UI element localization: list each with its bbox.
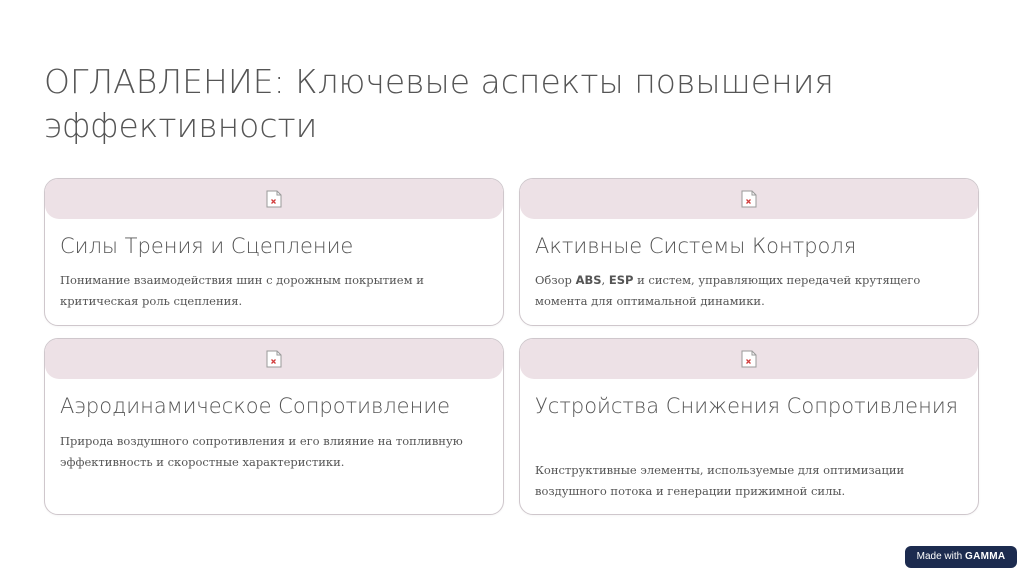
card-header [520,339,978,379]
page-title: ОГЛАВЛЕНИЕ: Ключевые аспекты повышения эффективности [44,62,834,145]
card-description: Природа воздушного сопротивления и его влияние на топливную эффективность и скоростные характеристики. [60,434,463,469]
card-description: Понимание взаимодействия шин с дорожным покрытием и критическая роль сцепления. [60,273,424,308]
card-aerodynamics[interactable] [44,338,504,515]
card-header [520,179,978,219]
card-header [45,179,503,219]
card-title: Устройства Снижения Сопротивления [535,394,959,418]
card-title: Силы Трения и Сцепление [60,234,354,258]
card-header [45,339,503,379]
broken-image-icon [266,190,282,208]
desc-separator: , [601,273,609,287]
desc-text: Обзор [535,273,576,287]
broken-image-icon [741,350,757,368]
desc-text: и систем, управляющих передачей крутящего момента для оптимальной динамики. [535,273,921,308]
card-description: Конструктивные элементы, используемые для оптимизации воздушного потока и генерации прижимной силы. [535,463,905,498]
card-active-control[interactable] [519,178,979,326]
gamma-logo: GAMMA [964,551,1006,562]
desc-esp: ESP [608,273,634,287]
badge-text: Made with [916,551,965,562]
card-description [535,270,967,312]
card-friction[interactable] [44,178,504,326]
desc-abs: ABS [575,273,602,287]
card-title: Аэродинамическое Сопротивление [60,394,451,418]
made-with-gamma-badge[interactable] [905,546,1017,568]
card-drag-reduction[interactable] [519,338,979,515]
broken-image-icon [266,350,282,368]
broken-image-icon [741,190,757,208]
card-title: Активные Системы Контроля [535,234,857,258]
